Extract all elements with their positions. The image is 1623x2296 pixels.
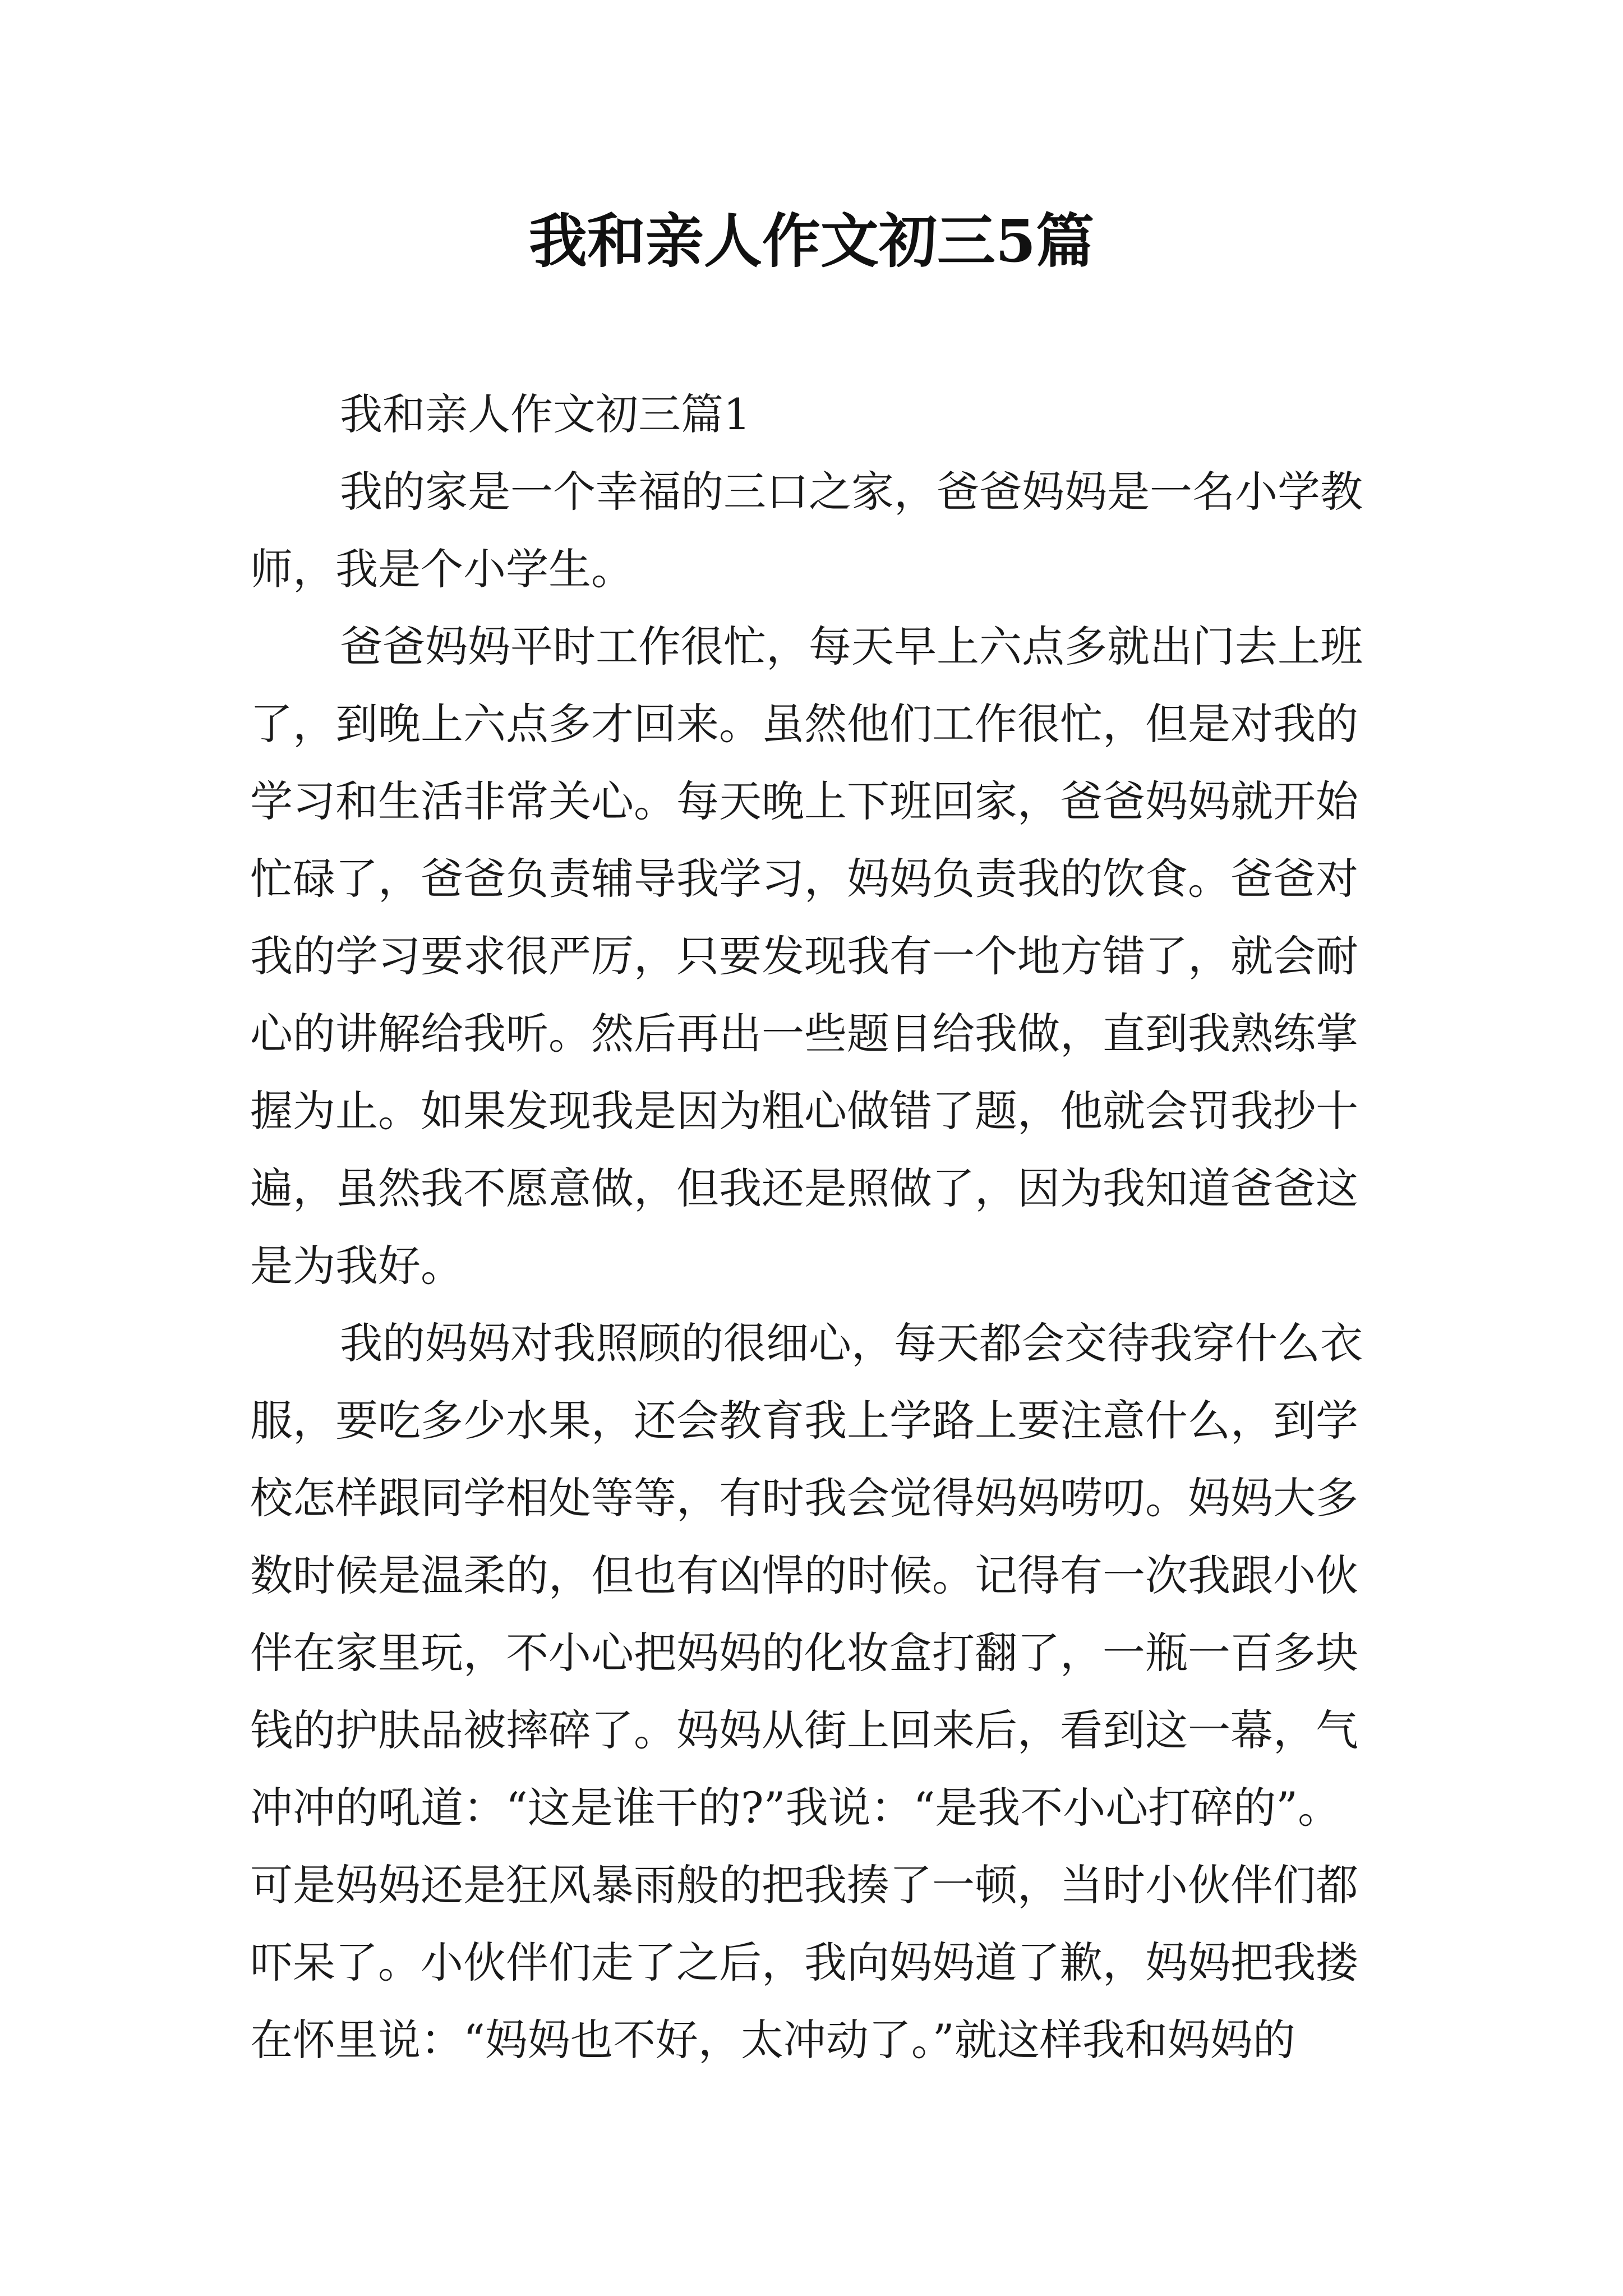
text-line: 师，我是个小学生。: [250, 544, 634, 594]
text-line: 爸爸妈妈平时工作很忙，每天早上六点多就出门去上班: [340, 622, 1363, 671]
document-title: 我和亲人作文初三5篇: [528, 206, 1095, 275]
text-line: 握为止。如果发现我是因为粗心做错了题，他就会罚我抄十: [250, 1086, 1358, 1136]
text-line: 钱的护肤品被摔碎了。妈妈从街上回来后，看到这一幕，气: [250, 1705, 1358, 1755]
text-line: 是为我好。: [250, 1241, 463, 1291]
document-body: [250, 376, 1394, 2079]
text-line: 学习和生活非常关心。每天晚上下班回家，爸爸妈妈就开始: [250, 776, 1358, 826]
text-line: 可是妈妈还是狂风暴雨般的把我揍了一顿，当时小伙伴们都: [250, 1860, 1358, 1910]
text-line: 心的讲解给我听。然后再出一些题目给我做，直到我熟练掌: [250, 1009, 1358, 1059]
text-line: 我的学习要求很严厉，只要发现我有一个地方错了，就会耐: [250, 931, 1358, 981]
text-line: 了，到晚上六点多才回来。虽然他们工作很忙，但是对我的: [250, 699, 1358, 749]
text-line: 遍，虽然我不愿意做，但我还是照做了，因为我知道爸爸这: [250, 1163, 1358, 1213]
text-line: 服，要吃多少水果，还会教育我上学路上要注意什么，到学: [250, 1396, 1358, 1446]
text-line: 我和亲人作文初三篇1: [340, 389, 751, 439]
text-line: 校怎样跟同学相处等等，有时我会觉得妈妈唠叨。妈妈大多: [250, 1473, 1358, 1523]
text-line: 忙碌了，爸爸负责辅导我学习，妈妈负责我的饮食。爸爸对: [250, 854, 1358, 904]
text-line: 吓呆了。小伙伴们走了之后，我向妈妈道了歉，妈妈把我搂: [250, 1938, 1358, 1987]
text-line: 数时候是温柔的，但也有凶悍的时候。记得有一次我跟小伙: [250, 1550, 1358, 1600]
text-line: 我的家是一个幸福的三口之家，爸爸妈妈是一名小学教: [340, 467, 1363, 517]
text-line: 在怀里说：“妈妈也不好，太冲动了。”就这样我和妈妈的: [250, 2015, 1295, 2065]
text-line: 我的妈妈对我照顾的很细心，每天都会交待我穿什么衣: [340, 1318, 1363, 1368]
text-line: 伴在家里玩，不小心把妈妈的化妆盒打翻了，一瓶一百多块: [250, 1628, 1358, 1678]
text-line: 冲冲的吼道：“这是谁干的?”我说：“是我不小心打碎的”。: [250, 1783, 1341, 1833]
